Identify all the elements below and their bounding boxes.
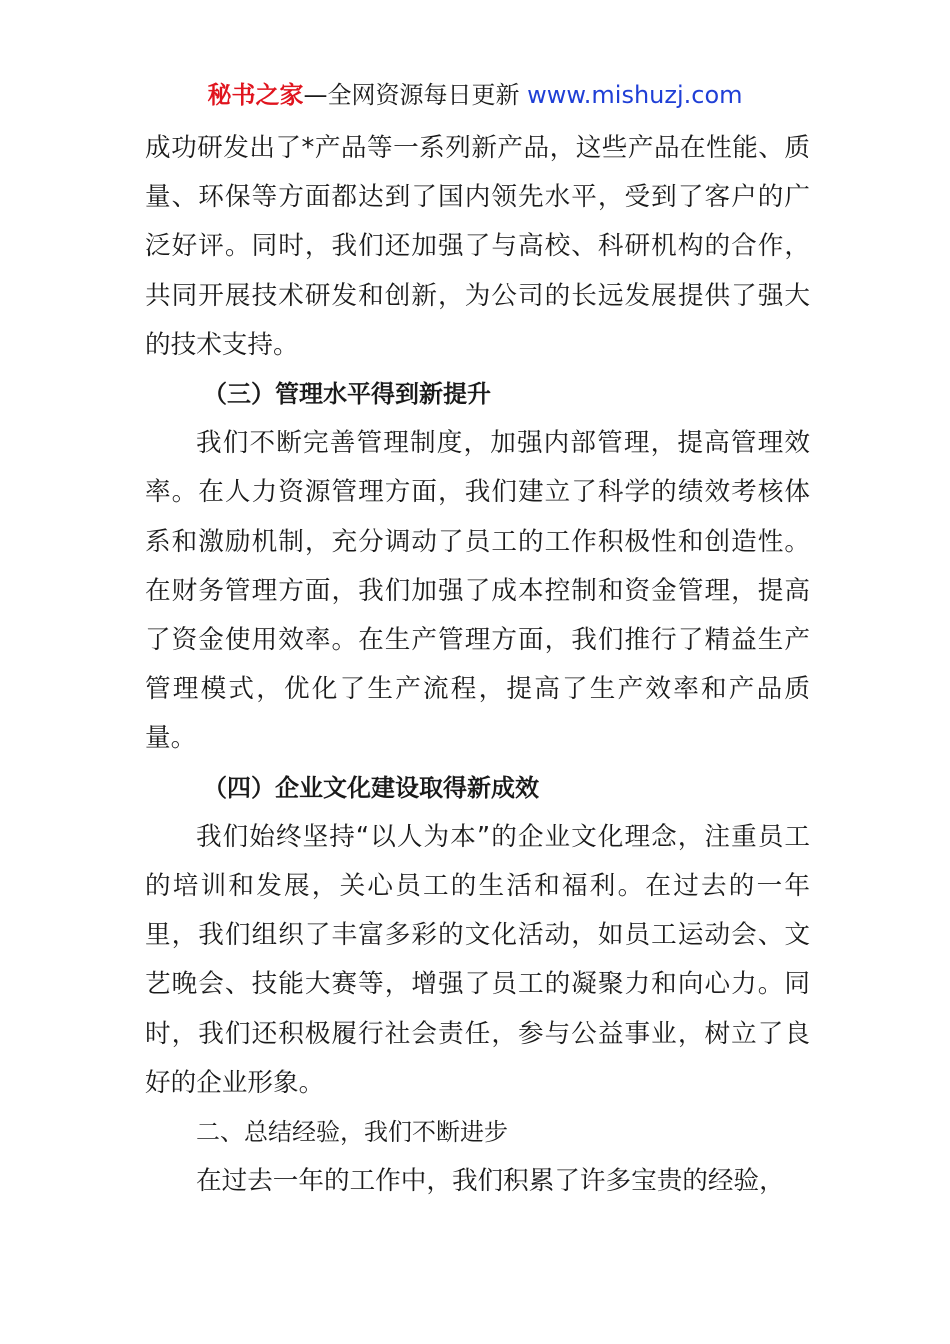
header-tagline: —全网资源每日更新 [303,81,528,109]
document-body [145,124,810,1206]
section-title-experience: 二、总结经验，我们不断进步 [196,1118,508,1147]
heading-culture: （四）企业文化建设取得新成效 [203,773,539,802]
paragraph-experience: 在过去一年的工作中，我们积累了许多宝贵的经验， [196,1166,785,1197]
site-header [0,78,950,112]
heading-management: （三）管理水平得到新提升 [203,380,491,409]
header-brand: 秘书之家 [207,81,304,109]
paragraph-management: 我们不断完善管理制度，加强内部管理，提高管理效率。在人力资源管理方面，我们建立了科学的绩效考核体系和激励机制，充分调动了员工的工作积极性和创造性。在财务管理方面，我们加强了成本控制和资金管理，提高了资金使用效率。在生产管理方面，我们推行了精益生产管理模式，优化了生产流程，提高了生产效率和产品质量。 [145,428,810,754]
header-url-link[interactable]: www.mishuzj.com [527,81,743,109]
paragraph-tech-research: 成功研发出了*产品等一系列新产品，这些产品在性能、质量、环保等方面都达到了国内领先水平，受到了客户的广泛好评。同时，我们还加强了与高校、科研机构的合作，共同开展技术研发和创新，为公司的长远发展提供了强大的技术支持。 [145,133,810,360]
paragraph-culture: 我们始终坚持“以人为本”的企业文化理念，注重员工的培训和发展，关心员工的生活和福利。在过去的一年里，我们组织了丰富多彩的文化活动，如员工运动会、文艺晚会、技能大赛等，增强了员工的凝聚力和向心力。同时，我们还积极履行社会责任，参与公益事业，树立了良好的企业形象。 [145,821,810,1098]
